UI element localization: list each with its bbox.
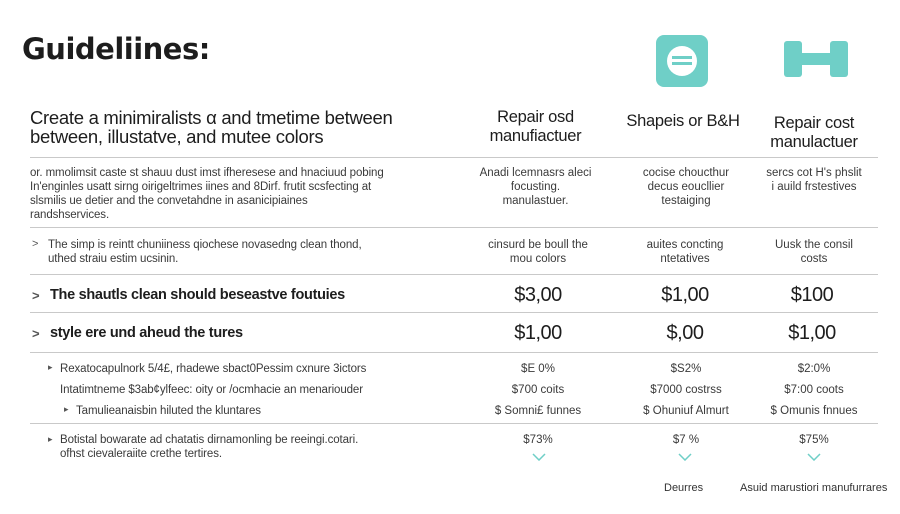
subrow-cell: $ Somni£ funnes bbox=[494, 405, 582, 417]
bullet-arrow-icon[interactable]: ▸ bbox=[48, 362, 53, 372]
h-logo-icon bbox=[784, 41, 848, 77]
divider bbox=[30, 274, 878, 275]
row-label: The shautls clean should beseastve foutuies bbox=[50, 287, 345, 303]
subrow-cell: $ Omunis fnnues bbox=[770, 405, 858, 417]
subrow-cell: $E 0% bbox=[521, 363, 555, 375]
row-label: Botistal bowarate ad chatatis dirnamonling be reeingi.cotari. ofhst cievaleraiite crethe tertires. bbox=[60, 434, 359, 460]
column-header-1: Repair osd manufiactuer bbox=[489, 108, 582, 145]
price-cell: $3,00 bbox=[514, 284, 562, 306]
subrow-cell: $700 coits bbox=[511, 384, 565, 396]
expand-arrow-icon[interactable]: > bbox=[32, 288, 40, 303]
intro-cell-1: Anadi lcemnasrs aleci focusting. manulastuer. bbox=[479, 167, 592, 207]
row-cell: $73% bbox=[523, 434, 553, 446]
price-cell: $1,00 bbox=[788, 322, 836, 344]
subrow-cell: $7000 costrss bbox=[650, 384, 722, 396]
brand-logo-icon bbox=[656, 35, 708, 87]
intro-text: or. mmolimsit caste st shauu dust imst ifheresese and hnaciuud pobing In'enginles usatt sirng oirigeltrimes iines and 8Dirf. frutit scsfecting at slsmilis ue detier and the convetahdne in asanicipiaines randshservices. bbox=[30, 167, 384, 221]
row-cell: $75% bbox=[799, 434, 829, 446]
row-cell: cinsurd be boull the mou colors bbox=[488, 239, 588, 265]
divider bbox=[30, 157, 878, 158]
row-cell: $7 % bbox=[672, 434, 700, 446]
subrow-label: Tamulieanaisbin hiluted the kluntares bbox=[76, 405, 261, 417]
chevron-down-icon[interactable] bbox=[532, 453, 546, 461]
divider bbox=[30, 423, 878, 424]
subrow-cell: $7:00 coots bbox=[784, 384, 844, 396]
expand-arrow-icon[interactable]: > bbox=[32, 238, 39, 250]
header-description: Create a minimiralists α and tmetime between between, illustatve, and mutee colors bbox=[30, 107, 393, 147]
intro-cell-3: sercs cot H's phslit i auild frstestives bbox=[766, 167, 862, 193]
bullet-arrow-icon[interactable]: ▸ bbox=[64, 404, 69, 414]
price-cell: $,00 bbox=[666, 322, 704, 344]
subrow-cell: $2:0% bbox=[797, 363, 831, 375]
row-cell: auites concting ntetatives bbox=[646, 239, 724, 265]
chevron-down-icon[interactable] bbox=[807, 453, 821, 461]
page-title: Guideliines: bbox=[22, 32, 210, 66]
column-header-3: Repair cost manulactuer bbox=[770, 114, 858, 151]
chevron-down-icon[interactable] bbox=[678, 453, 692, 461]
row-label: style ere und aheud the tures bbox=[50, 325, 243, 341]
footer-label-3: Asuid marustiori manufurrares bbox=[740, 482, 888, 494]
subrow-label: Intatimtneme $3ab¢ylfeec: oity or /ocmhacie an menariouder bbox=[60, 384, 363, 396]
subrow-cell: $S2% bbox=[670, 363, 702, 375]
price-cell: $1,00 bbox=[514, 322, 562, 344]
column-header-2: Shapeis or B&H bbox=[626, 112, 740, 130]
subrow-cell: $ Ohuniuf Almurt bbox=[643, 405, 729, 417]
intro-cell-2: cocise choucthur decus eoucllier testaiging bbox=[642, 167, 730, 207]
expand-arrow-icon[interactable]: > bbox=[32, 326, 40, 341]
price-cell: $1,00 bbox=[661, 284, 709, 306]
divider bbox=[30, 227, 878, 228]
price-cell: $100 bbox=[790, 284, 834, 306]
subrow-label: Rexatocapulnork 5/4£, rhadewe sbact0Pessim cxnure 3ictors bbox=[60, 363, 367, 375]
divider bbox=[30, 352, 878, 353]
divider bbox=[30, 312, 878, 313]
row-label: The simp is reintt chuniiness qiochese novasedng clean thond, uthed straiu estim ucsinin. bbox=[48, 239, 362, 265]
bullet-arrow-icon[interactable]: ▸ bbox=[48, 434, 53, 444]
footer-label-2: Deurres bbox=[664, 482, 704, 494]
row-cell: Uusk the consil costs bbox=[775, 239, 853, 265]
